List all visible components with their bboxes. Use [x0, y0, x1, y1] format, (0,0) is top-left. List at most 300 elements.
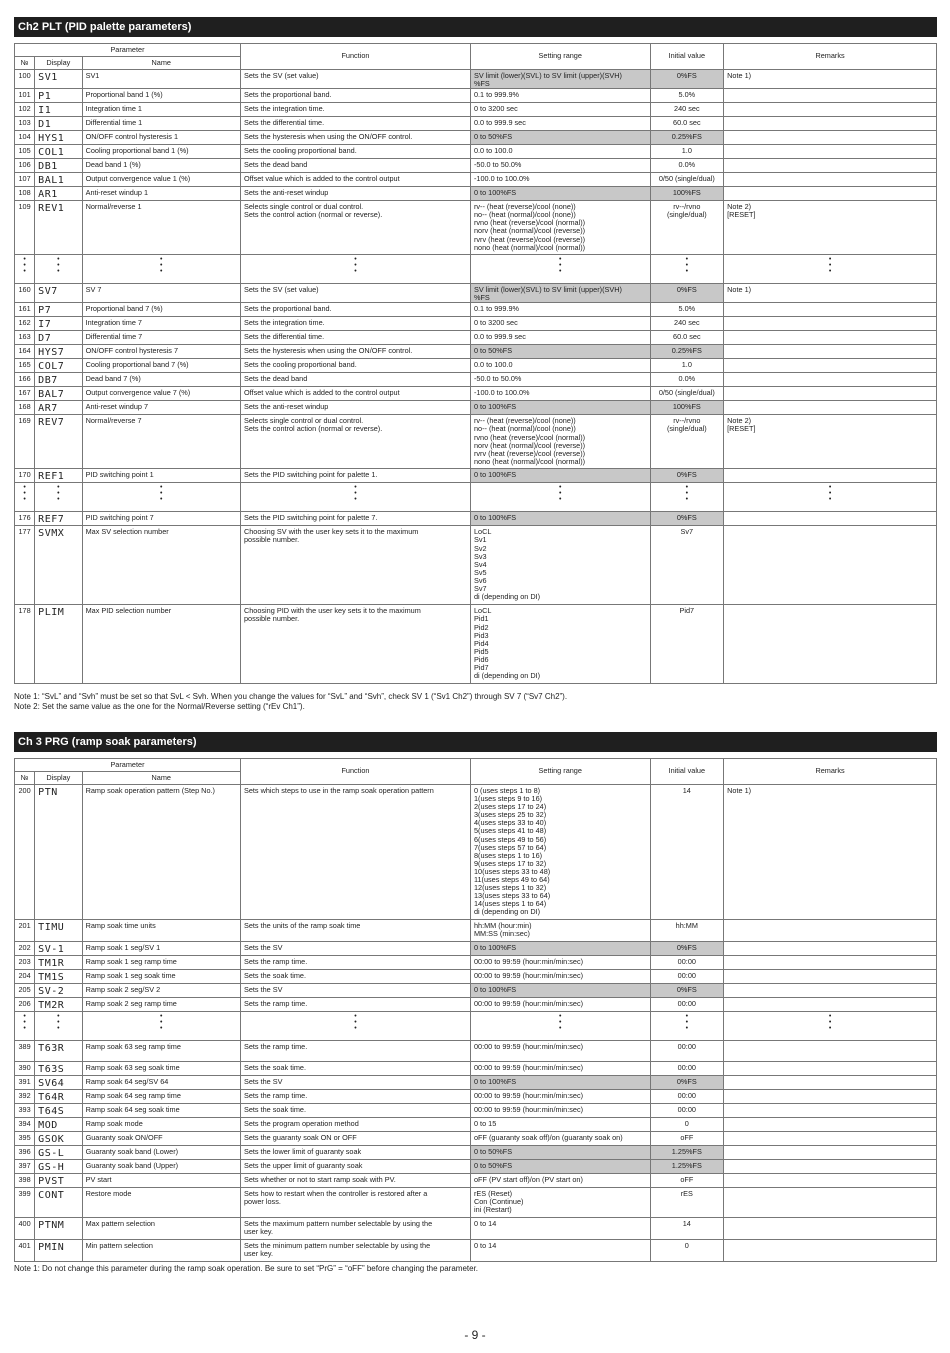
row-number: 102	[15, 103, 35, 117]
table-row	[15, 89, 937, 103]
parameter-function: Sets the program operation method	[240, 1118, 470, 1132]
ellipsis-cell: • • •	[724, 1012, 937, 1041]
setting-range: -100.0 to 100.0%	[470, 387, 650, 401]
parameter-function: Sets the soak time.	[240, 970, 470, 984]
parameter-function: Sets the soak time.	[240, 1062, 470, 1076]
display-code: MOD	[35, 1118, 82, 1132]
table-row	[15, 512, 937, 526]
parameter-name: Differential time 1	[82, 117, 240, 131]
display-code: TM1S	[35, 970, 82, 984]
initial-value: rv--/rvno (single/dual)	[650, 201, 724, 255]
row-number: 390	[15, 1062, 35, 1076]
row-number: 103	[15, 117, 35, 131]
setting-range: 0 to 100%FS	[470, 1076, 650, 1090]
initial-value: 0%FS	[650, 512, 724, 526]
ellipsis-cell: • • •	[15, 255, 35, 284]
row-number: 392	[15, 1090, 35, 1104]
parameter-name: Guaranty soak band (Upper)	[82, 1160, 240, 1174]
parameter-name: Cooling proportional band 7 (%)	[82, 359, 240, 373]
row-number: 108	[15, 187, 35, 201]
row-number: 109	[15, 201, 35, 255]
parameter-name: Anti-reset windup 1	[82, 187, 240, 201]
display-code: REV1	[35, 201, 82, 255]
setting-range: rv-- (heat (reverse)/cool (none)) no-- (heat (normal)/cool (none)) rvno (heat (reverse)/cool (normal)) norv (heat (normal)/cool (reverse)) rvrv (heat (reverse)/cool (reverse)) nono (heat (normal)/cool (normal))	[470, 415, 650, 469]
display-code: GS-L	[35, 1146, 82, 1160]
table-row	[15, 331, 937, 345]
parameter-name: Differential time 7	[82, 331, 240, 345]
table-row	[15, 387, 937, 401]
row-number: 394	[15, 1118, 35, 1132]
initial-value: 100%FS	[650, 187, 724, 201]
parameter-name: Guaranty soak band (Lower)	[82, 1146, 240, 1160]
setting-range: oFF (PV start off)/on (PV start on)	[470, 1174, 650, 1188]
parameter-name: Ramp soak mode	[82, 1118, 240, 1132]
table-row	[15, 117, 937, 131]
initial-value: 0	[650, 1118, 724, 1132]
table-row	[15, 1090, 937, 1104]
parameter-name: PID switching point 1	[82, 469, 240, 483]
parameter-function: Choosing PID with the user key sets it to the maximum possible number.	[240, 605, 470, 684]
initial-value: 0%FS	[650, 942, 724, 956]
display-code: P7	[35, 303, 82, 317]
display-code: DB1	[35, 159, 82, 173]
row-number: 164	[15, 345, 35, 359]
parameter-function: Sets the minimum pattern number selectable by using the user key.	[240, 1240, 470, 1262]
table-row	[15, 1218, 937, 1240]
remarks	[724, 131, 937, 145]
display-code: BAL7	[35, 387, 82, 401]
display-code: PLIM	[35, 605, 82, 684]
initial-value: 0%FS	[650, 70, 724, 89]
parameter-name: Output convergence value 7 (%)	[82, 387, 240, 401]
parameter-name: Guaranty soak ON/OFF	[82, 1132, 240, 1146]
initial-value: 00:00	[650, 1041, 724, 1062]
header-display: Display	[35, 57, 82, 70]
parameter-function: Sets the SV	[240, 984, 470, 998]
setting-range: 00:00 to 99:59 (hour:min/min:sec)	[470, 1041, 650, 1062]
note-line: Note 2: Set the same value as the one for the Normal/Reverse setting (“rEv Ch1”).	[14, 702, 305, 711]
table-row	[15, 373, 937, 387]
remarks	[724, 526, 937, 605]
table-row	[15, 359, 937, 373]
header-row	[15, 759, 937, 772]
remarks	[724, 942, 937, 956]
initial-value: oFF	[650, 1174, 724, 1188]
initial-value: hh:MM	[650, 920, 724, 942]
ellipsis-cell: • • •	[15, 483, 35, 512]
table-row	[15, 70, 937, 89]
display-code: D1	[35, 117, 82, 131]
remarks	[724, 317, 937, 331]
row-number: 168	[15, 401, 35, 415]
parameter-function: Sets the anti-reset windup	[240, 401, 470, 415]
display-code: T64S	[35, 1104, 82, 1118]
setting-range: 00:00 to 99:59 (hour:min/min:sec)	[470, 956, 650, 970]
setting-range: rES (Reset) Con (Continue) ini (Restart)	[470, 1188, 650, 1218]
table-row	[15, 401, 937, 415]
remarks	[724, 1041, 937, 1062]
remarks	[724, 469, 937, 483]
parameter-name: Output convergence value 1 (%)	[82, 173, 240, 187]
table-row	[15, 1118, 937, 1132]
parameter-function: Sets how to restart when the controller is restored after a power loss.	[240, 1188, 470, 1218]
table-row	[15, 785, 937, 920]
remarks: Note 1)	[724, 284, 937, 303]
header-setting-range: Setting range	[470, 759, 650, 785]
ellipsis-cell: • • •	[650, 1012, 724, 1041]
row-number: 400	[15, 1218, 35, 1240]
setting-range: 0.0 to 100.0	[470, 145, 650, 159]
ellipsis-cell: • • •	[240, 483, 470, 512]
parameter-name: Max SV selection number	[82, 526, 240, 605]
remarks	[724, 1188, 937, 1218]
remarks	[724, 1174, 937, 1188]
setting-range: 0 to 50%FS	[470, 131, 650, 145]
parameter-name: Ramp soak 64 seg soak time	[82, 1104, 240, 1118]
initial-value: 0	[650, 1240, 724, 1262]
parameter-name: Ramp soak operation pattern (Step No.)	[82, 785, 240, 920]
setting-range: 0 to 100%FS	[470, 942, 650, 956]
display-code: PTN	[35, 785, 82, 920]
parameter-function: Selects single control or dual control. Sets the control action (normal or reverse).	[240, 201, 470, 255]
parameter-function: Sets the SV	[240, 1076, 470, 1090]
setting-range: 0.0 to 999.9 sec	[470, 331, 650, 345]
ellipsis-cell: • • •	[35, 483, 82, 512]
table-row	[15, 1132, 937, 1146]
initial-value: 00:00	[650, 1104, 724, 1118]
initial-value: 00:00	[650, 1062, 724, 1076]
header-parameter: Parameter	[15, 759, 241, 772]
header-number: №	[15, 57, 35, 70]
initial-value: oFF	[650, 1132, 724, 1146]
table-row	[15, 1160, 937, 1174]
table-row	[15, 469, 937, 483]
display-code: GSOK	[35, 1132, 82, 1146]
parameter-function: Sets the guaranty soak ON or OFF	[240, 1132, 470, 1146]
ellipsis-cell: • • •	[240, 255, 470, 284]
prg-parameter-table	[14, 758, 937, 1262]
parameter-name: Proportional band 7 (%)	[82, 303, 240, 317]
row-number: 170	[15, 469, 35, 483]
parameter-function: Sets the ramp time.	[240, 1041, 470, 1062]
display-code: SV7	[35, 284, 82, 303]
parameter-function: Sets the differential time.	[240, 117, 470, 131]
display-code: PMIN	[35, 1240, 82, 1262]
table-row	[15, 1146, 937, 1160]
initial-value: 240 sec	[650, 317, 724, 331]
table-row	[15, 526, 937, 605]
display-code: COL7	[35, 359, 82, 373]
parameter-function: Selects single control or dual control. Sets the control action (normal or reverse).	[240, 415, 470, 469]
initial-value: 0/50 (single/dual)	[650, 173, 724, 187]
display-code: I7	[35, 317, 82, 331]
setting-range: rv-- (heat (reverse)/cool (none)) no-- (heat (normal)/cool (none)) rvno (heat (reverse)/cool (normal)) norv (heat (normal)/cool (reverse)) rvrv (heat (reverse)/cool (reverse)) nono (heat (normal)/cool (normal))	[470, 201, 650, 255]
table-row	[15, 1240, 937, 1262]
parameter-function: Sets the proportional band.	[240, 89, 470, 103]
parameter-function: Offset value which is added to the control output	[240, 173, 470, 187]
initial-value: 00:00	[650, 1090, 724, 1104]
parameter-function: Sets the lower limit of guaranty soak	[240, 1146, 470, 1160]
row-number: 204	[15, 970, 35, 984]
setting-range: 0.1 to 999.9%	[470, 89, 650, 103]
table-row	[15, 970, 937, 984]
row-number: 169	[15, 415, 35, 469]
header-display: Display	[35, 772, 82, 785]
setting-range: 0.0 to 100.0	[470, 359, 650, 373]
initial-value: 240 sec	[650, 103, 724, 117]
remarks	[724, 331, 937, 345]
parameter-name: Integration time 7	[82, 317, 240, 331]
table-row	[15, 415, 937, 469]
initial-value: Pid7	[650, 605, 724, 684]
remarks	[724, 89, 937, 103]
initial-value: 00:00	[650, 970, 724, 984]
ellipsis-row	[15, 1012, 937, 1041]
row-number: 176	[15, 512, 35, 526]
parameter-name: Ramp soak 64 seg/SV 64	[82, 1076, 240, 1090]
display-code: AR1	[35, 187, 82, 201]
setting-range: SV limit (lower)(SVL) to SV limit (upper)(SVH) %FS	[470, 70, 650, 89]
row-number: 163	[15, 331, 35, 345]
note-line: Note 1: “SvL” and “Svh” must be set so that SvL < Svh. When you change the values for “SvL” and “Svh”, check SV 1 (“Sv1 Ch2”) through SV 7 (“Sv7 Ch2”).	[14, 692, 568, 701]
header-name: Name	[82, 57, 240, 70]
ellipsis-cell: • • •	[650, 483, 724, 512]
display-code: T64R	[35, 1090, 82, 1104]
table-row	[15, 159, 937, 173]
row-number: 160	[15, 284, 35, 303]
row-number: 101	[15, 89, 35, 103]
initial-value: 1.0	[650, 145, 724, 159]
display-code: DB7	[35, 373, 82, 387]
parameter-name: Min pattern selection	[82, 1240, 240, 1262]
row-number: 105	[15, 145, 35, 159]
row-number: 200	[15, 785, 35, 920]
display-code: SV1	[35, 70, 82, 89]
initial-value: 5.0%	[650, 89, 724, 103]
initial-value: 0.25%FS	[650, 345, 724, 359]
remarks	[724, 998, 937, 1012]
parameter-function: Sets the anti-reset windup	[240, 187, 470, 201]
parameter-function: Sets the SV (set value)	[240, 284, 470, 303]
ellipsis-cell: • • •	[82, 255, 240, 284]
initial-value: 0.0%	[650, 159, 724, 173]
row-number: 178	[15, 605, 35, 684]
table-row	[15, 605, 937, 684]
row-number: 167	[15, 387, 35, 401]
section-title-plt: Ch2 PLT (PID palette parameters)	[14, 17, 937, 37]
remarks	[724, 345, 937, 359]
row-number: 104	[15, 131, 35, 145]
table-row	[15, 173, 937, 187]
ellipsis-cell: • • •	[82, 483, 240, 512]
parameter-function: Sets the upper limit of guaranty soak	[240, 1160, 470, 1174]
display-code: AR7	[35, 401, 82, 415]
parameter-name: Dead band 1 (%)	[82, 159, 240, 173]
setting-range: 00:00 to 99:59 (hour:min/min:sec)	[470, 998, 650, 1012]
initial-value: 14	[650, 1218, 724, 1240]
ellipsis-cell: • • •	[724, 255, 937, 284]
display-code: I1	[35, 103, 82, 117]
remarks	[724, 512, 937, 526]
remarks	[724, 187, 937, 201]
setting-range: oFF (guaranty soak off)/on (guaranty soak on)	[470, 1132, 650, 1146]
ellipsis-cell: • • •	[82, 1012, 240, 1041]
parameter-name: Ramp soak 63 seg ramp time	[82, 1041, 240, 1062]
setting-range: 0 to 100%FS	[470, 401, 650, 415]
parameter-name: ON/OFF control hysteresis 1	[82, 131, 240, 145]
header-number: №	[15, 772, 35, 785]
remarks	[724, 1076, 937, 1090]
remarks	[724, 359, 937, 373]
setting-range: 0 to 14	[470, 1218, 650, 1240]
row-number: 398	[15, 1174, 35, 1188]
display-code: REF1	[35, 469, 82, 483]
remarks	[724, 387, 937, 401]
setting-range: 0 to 50%FS	[470, 345, 650, 359]
ellipsis-cell: • • •	[35, 255, 82, 284]
initial-value: 00:00	[650, 956, 724, 970]
display-code: P1	[35, 89, 82, 103]
setting-range: 0 to 50%FS	[470, 1160, 650, 1174]
parameter-name: Ramp soak 1 seg ramp time	[82, 956, 240, 970]
display-code: SVMX	[35, 526, 82, 605]
table-row	[15, 956, 937, 970]
parameter-function: Sets the ramp time.	[240, 956, 470, 970]
initial-value: 100%FS	[650, 401, 724, 415]
remarks	[724, 984, 937, 998]
header-row	[15, 44, 937, 57]
row-number: 205	[15, 984, 35, 998]
remarks	[724, 956, 937, 970]
parameter-function: Sets the dead band	[240, 159, 470, 173]
parameter-name: Ramp soak 63 seg soak time	[82, 1062, 240, 1076]
table-row	[15, 1041, 937, 1062]
setting-range: 0 to 15	[470, 1118, 650, 1132]
table-row	[15, 131, 937, 145]
parameter-function: Sets the hysteresis when using the ON/OFF control.	[240, 345, 470, 359]
parameter-function: Sets the PID switching point for palette 7.	[240, 512, 470, 526]
initial-value: 0%FS	[650, 284, 724, 303]
table-row	[15, 1188, 937, 1218]
initial-value: 60.0 sec	[650, 331, 724, 345]
display-code: PTNM	[35, 1218, 82, 1240]
parameter-name: Cooling proportional band 1 (%)	[82, 145, 240, 159]
display-code: GS-H	[35, 1160, 82, 1174]
parameter-function: Sets the PID switching point for palette 1.	[240, 469, 470, 483]
remarks: Note 2) [RESET]	[724, 415, 937, 469]
parameter-name: ON/OFF control hysteresis 7	[82, 345, 240, 359]
initial-value: 0.25%FS	[650, 131, 724, 145]
row-number: 391	[15, 1076, 35, 1090]
remarks	[724, 145, 937, 159]
setting-range: 0 to 100%FS	[470, 984, 650, 998]
row-number: 165	[15, 359, 35, 373]
row-number: 161	[15, 303, 35, 317]
setting-range: 00:00 to 99:59 (hour:min/min:sec)	[470, 1062, 650, 1076]
prg-notes	[14, 1264, 934, 1274]
setting-range: -50.0 to 50.0%	[470, 373, 650, 387]
remarks	[724, 1104, 937, 1118]
ellipsis-cell: • • •	[470, 1012, 650, 1041]
parameter-function: Sets the SV (set value)	[240, 70, 470, 89]
table-row	[15, 1062, 937, 1076]
initial-value: 14	[650, 785, 724, 920]
parameter-function: Sets whether or not to start ramp soak with PV.	[240, 1174, 470, 1188]
row-number: 107	[15, 173, 35, 187]
remarks	[724, 373, 937, 387]
display-code: COL1	[35, 145, 82, 159]
table-row	[15, 1076, 937, 1090]
row-number: 395	[15, 1132, 35, 1146]
display-code: TM1R	[35, 956, 82, 970]
parameter-function: Sets the hysteresis when using the ON/OFF control.	[240, 131, 470, 145]
setting-range: 0 to 3200 sec	[470, 317, 650, 331]
initial-value: 1.0	[650, 359, 724, 373]
row-number: 396	[15, 1146, 35, 1160]
setting-range: 0 to 100%FS	[470, 469, 650, 483]
header-function: Function	[240, 44, 470, 70]
parameter-function: Sets the ramp time.	[240, 1090, 470, 1104]
ellipsis-cell: • • •	[650, 255, 724, 284]
row-number: 177	[15, 526, 35, 605]
remarks	[724, 117, 937, 131]
display-code: T63R	[35, 1041, 82, 1062]
row-number: 202	[15, 942, 35, 956]
parameter-name: PID switching point 7	[82, 512, 240, 526]
row-number: 401	[15, 1240, 35, 1262]
setting-range: 00:00 to 99:59 (hour:min/min:sec)	[470, 1090, 650, 1104]
remarks	[724, 970, 937, 984]
parameter-name: Ramp soak 64 seg ramp time	[82, 1090, 240, 1104]
display-code: SV-2	[35, 984, 82, 998]
parameter-name: Ramp soak 2 seg ramp time	[82, 998, 240, 1012]
setting-range: LoCL Sv1 Sv2 Sv3 Sv4 Sv5 Sv6 Sv7 di (depending on DI)	[470, 526, 650, 605]
header-initial-value: Initial value	[650, 759, 724, 785]
remarks	[724, 1218, 937, 1240]
setting-range: 0 (uses steps 1 to 8) 1(uses steps 9 to 16) 2(uses steps 17 to 24) 3(uses steps 25 to 32) 4(uses steps 33 to 40) 5(uses steps 41 to 48) 6(uses steps 49 to 56) 7(uses steps 57 to 64) 8(uses steps 1 to 16) 9(uses steps 17 to 32) 10(uses steps 33 to 48) 11(uses steps 49 to 64) 12(uses steps 1 to 32) 13(uses steps 33 to 64) 14(uses steps 1 to 64) di (depending on DI)	[470, 785, 650, 920]
parameter-function: Sets the soak time.	[240, 1104, 470, 1118]
parameter-name: Ramp soak 1 seg soak time	[82, 970, 240, 984]
display-code: REF7	[35, 512, 82, 526]
initial-value: 5.0%	[650, 303, 724, 317]
display-code: TIMU	[35, 920, 82, 942]
setting-range: 0 to 14	[470, 1240, 650, 1262]
row-number: 389	[15, 1041, 35, 1062]
parameter-function: Sets the cooling proportional band.	[240, 359, 470, 373]
parameter-name: Dead band 7 (%)	[82, 373, 240, 387]
remarks	[724, 173, 937, 187]
parameter-function: Sets the ramp time.	[240, 998, 470, 1012]
header-setting-range: Setting range	[470, 44, 650, 70]
parameter-name: Restore mode	[82, 1188, 240, 1218]
header-remarks: Remarks	[724, 44, 937, 70]
remarks	[724, 159, 937, 173]
remarks	[724, 920, 937, 942]
display-code: HYS7	[35, 345, 82, 359]
row-number: 166	[15, 373, 35, 387]
display-code: SV64	[35, 1076, 82, 1090]
header-function: Function	[240, 759, 470, 785]
display-code: REV7	[35, 415, 82, 469]
initial-value: 0%FS	[650, 469, 724, 483]
remarks	[724, 401, 937, 415]
remarks	[724, 1132, 937, 1146]
row-number: 201	[15, 920, 35, 942]
parameter-function: Sets the cooling proportional band.	[240, 145, 470, 159]
plt-parameter-table	[14, 43, 937, 684]
setting-range: 0 to 3200 sec	[470, 103, 650, 117]
parameter-name: PV start	[82, 1174, 240, 1188]
